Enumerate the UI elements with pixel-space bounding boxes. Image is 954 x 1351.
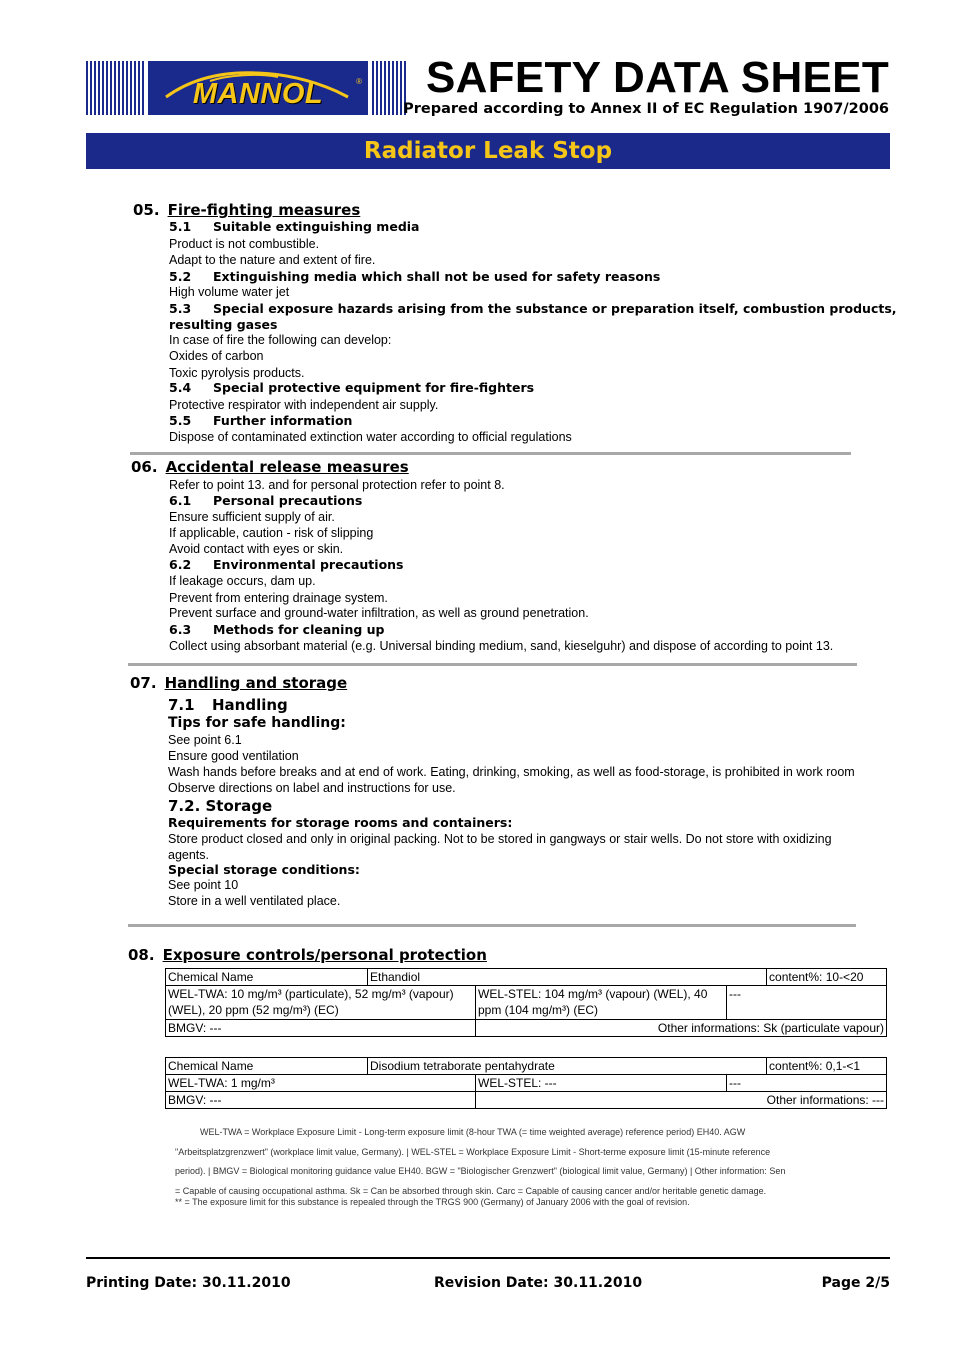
- logo-stripes-right: [372, 61, 406, 115]
- table-cell: WEL-TWA: 10 mg/m³ (particulate), 52 mg/m³ (vapour) (WEL), 20 ppm (52 mg/m³) (EC): [166, 986, 476, 1020]
- table-cell: Ethandiol: [368, 969, 767, 986]
- text-line: Avoid contact with eyes or skin.: [169, 542, 344, 556]
- table-row: [166, 969, 887, 986]
- footnote-line: = Capable of causing occupational asthma. Sk = Can be absorbed through skin. Carc = Capable of causing cancer and/or heritable genetic damage.: [175, 1186, 767, 1196]
- text-line: Protective respirator with independent air supply.: [169, 398, 439, 412]
- subsection-6-3: 6.3 Methods for cleaning up: [169, 622, 385, 637]
- mannol-logo: [86, 61, 406, 115]
- table-cell: BMGV: ---: [166, 1020, 476, 1037]
- section-divider: [128, 924, 856, 927]
- text-line: Ensure sufficient supply of air.: [169, 510, 335, 524]
- table-row: [166, 1075, 887, 1092]
- table-row: [166, 1058, 887, 1075]
- text-line: Observe directions on label and instructions for use.: [168, 781, 456, 795]
- document-subtitle: Prepared according to Annex II of EC Regulation 1907/2006: [403, 101, 889, 117]
- text-line: Product is not combustible.: [169, 237, 320, 251]
- table-row: [166, 986, 887, 1020]
- table-cell: Chemical Name: [166, 1058, 368, 1075]
- logo-brand-text: MANNOL: [192, 78, 324, 110]
- table-cell: WEL-TWA: 1 mg/m³: [166, 1075, 476, 1092]
- subsection-5-5: 5.5 Further information: [169, 413, 353, 428]
- table-row: [166, 1020, 887, 1037]
- revision-date: Revision Date: 30.11.2010: [434, 1275, 643, 1291]
- text-line: See point 10: [168, 878, 239, 892]
- section-number: 07.: [130, 674, 157, 692]
- subsection-7-2: 7.2. Storage: [168, 797, 273, 815]
- section-06-heading: [131, 458, 409, 476]
- storage-requirements-heading: Requirements for storage rooms and containers:: [168, 815, 513, 830]
- table-cell: Other informations: Sk (particulate vapour): [476, 1020, 887, 1037]
- text-line: Store in a well ventilated place.: [168, 894, 341, 908]
- text-line: Ensure good ventilation: [168, 749, 299, 763]
- logo-stripes-left: [86, 61, 144, 115]
- footnote-line: period). | BMGV = Biological monitoring guidance value EH40. BGW = "Biologischer Grenzwert" (biological limit value, Germany) | Other information: Sen: [175, 1166, 786, 1176]
- section-08-heading: [128, 946, 487, 964]
- text-line: Collect using absorbant material (e.g. Universal binding medium, sand, kieselguhr) and dispose of according to point 13.: [169, 639, 834, 653]
- text-line: agents.: [168, 848, 210, 862]
- product-name-banner: Radiator Leak Stop: [86, 133, 890, 169]
- subsection-6-2: 6.2 Environmental precautions: [169, 557, 404, 572]
- subsection-5-1: 5.1 Suitable extinguishing media: [169, 219, 420, 234]
- subsection-5-3: 5.3 Special exposure hazards arising from the substance or preparation itself, combustion products,: [169, 301, 897, 316]
- text-line: If applicable, caution - risk of slipping: [169, 526, 374, 540]
- table-cell: ---: [727, 986, 887, 1020]
- section-number: 08.: [128, 946, 155, 964]
- table-cell: ---: [727, 1075, 887, 1092]
- section-title: Exposure controls/personal protection: [162, 946, 487, 964]
- logo-badge: [148, 61, 368, 115]
- table-cell: content%: 10-<20: [767, 969, 887, 986]
- section-divider: [128, 663, 857, 666]
- text-line: Oxides of carbon: [169, 349, 264, 363]
- document-title: SAFETY DATA SHEET: [425, 53, 889, 102]
- footnote-line: ** = The exposure limit for this substance is repealed through the TRGS 900 (Germany) of January 2006 with the goal of revision.: [175, 1197, 690, 1207]
- section-number: 05.: [133, 201, 160, 219]
- text-line: Toxic pyrolysis products.: [169, 366, 305, 380]
- text-line: Refer to point 13. and for personal protection refer to point 8.: [169, 478, 505, 492]
- table-cell: Disodium tetraborate pentahydrate: [368, 1058, 767, 1075]
- subsection-5-3-cont: resulting gases: [169, 317, 278, 332]
- subsection-5-4: 5.4 Special protective equipment for fire-fighters: [169, 380, 535, 395]
- table-cell: BMGV: ---: [166, 1092, 476, 1109]
- tips-heading: Tips for safe handling:: [168, 715, 346, 731]
- section-title: Accidental release measures: [165, 458, 409, 476]
- text-line: Prevent from entering drainage system.: [169, 591, 388, 605]
- table-cell: WEL-STEL: 104 mg/m³ (vapour) (WEL), 40 ppm (104 mg/m³) (EC): [476, 986, 727, 1020]
- table-row: [166, 1092, 887, 1109]
- exposure-table-disodium-tetraborate: [165, 1057, 887, 1109]
- page-number: Page 2/5: [821, 1275, 890, 1291]
- footnote-line: WEL-TWA = Workplace Exposure Limit - Long-term exposure limit (8-hour TWA (= time weighted average) reference period) EH40. AGW: [200, 1127, 746, 1137]
- table-cell: WEL-STEL: ---: [476, 1075, 727, 1092]
- text-line: Prevent surface and ground-water infiltration, as well as ground penetration.: [169, 606, 589, 620]
- subsection-5-2: 5.2 Extinguishing media which shall not be used for safety reasons: [169, 269, 661, 284]
- table-cell: Other informations: ---: [476, 1092, 887, 1109]
- section-05-heading: [133, 201, 360, 219]
- section-title: Fire-fighting measures: [167, 201, 361, 219]
- section-title: Handling and storage: [164, 674, 348, 692]
- storage-conditions-heading: Special storage conditions:: [168, 862, 360, 877]
- exposure-table-ethandiol: [165, 968, 887, 1037]
- footer-divider: [86, 1257, 890, 1259]
- text-line: If leakage occurs, dam up.: [169, 574, 316, 588]
- section-07-heading: [130, 674, 347, 692]
- section-number: 06.: [131, 458, 158, 476]
- text-line: Wash hands before breaks and at end of work. Eating, drinking, smoking, as well as food-storage, is prohibited in work room: [168, 765, 855, 779]
- text-line: High volume water jet: [169, 285, 290, 299]
- subsection-7-1: 7.1 Handling: [168, 696, 288, 714]
- registered-mark: ®: [356, 77, 362, 86]
- text-line: Store product closed and only in original packing. Not to be stored in gangways or stair wells. Do not store with oxidizing: [168, 832, 832, 846]
- text-line: See point 6.1: [168, 733, 242, 747]
- table-cell: Chemical Name: [166, 969, 368, 986]
- printing-date: Printing Date: 30.11.2010: [86, 1275, 291, 1291]
- subsection-6-1: 6.1 Personal precautions: [169, 493, 363, 508]
- text-line: Dispose of contaminated extinction water according to official regulations: [169, 430, 572, 444]
- footnote-line: "Arbeitsplatzgrenzwert" (workplace limit value, Germany). | WEL-STEL = Workplace Exposure Limit - Short-terme exposure limit (15-minute reference: [175, 1147, 771, 1157]
- text-line: Adapt to the nature and extent of fire.: [169, 253, 376, 267]
- section-divider: [130, 452, 851, 455]
- text-line: In case of fire the following can develop:: [169, 333, 392, 347]
- table-cell: content%: 0,1-<1: [767, 1058, 887, 1075]
